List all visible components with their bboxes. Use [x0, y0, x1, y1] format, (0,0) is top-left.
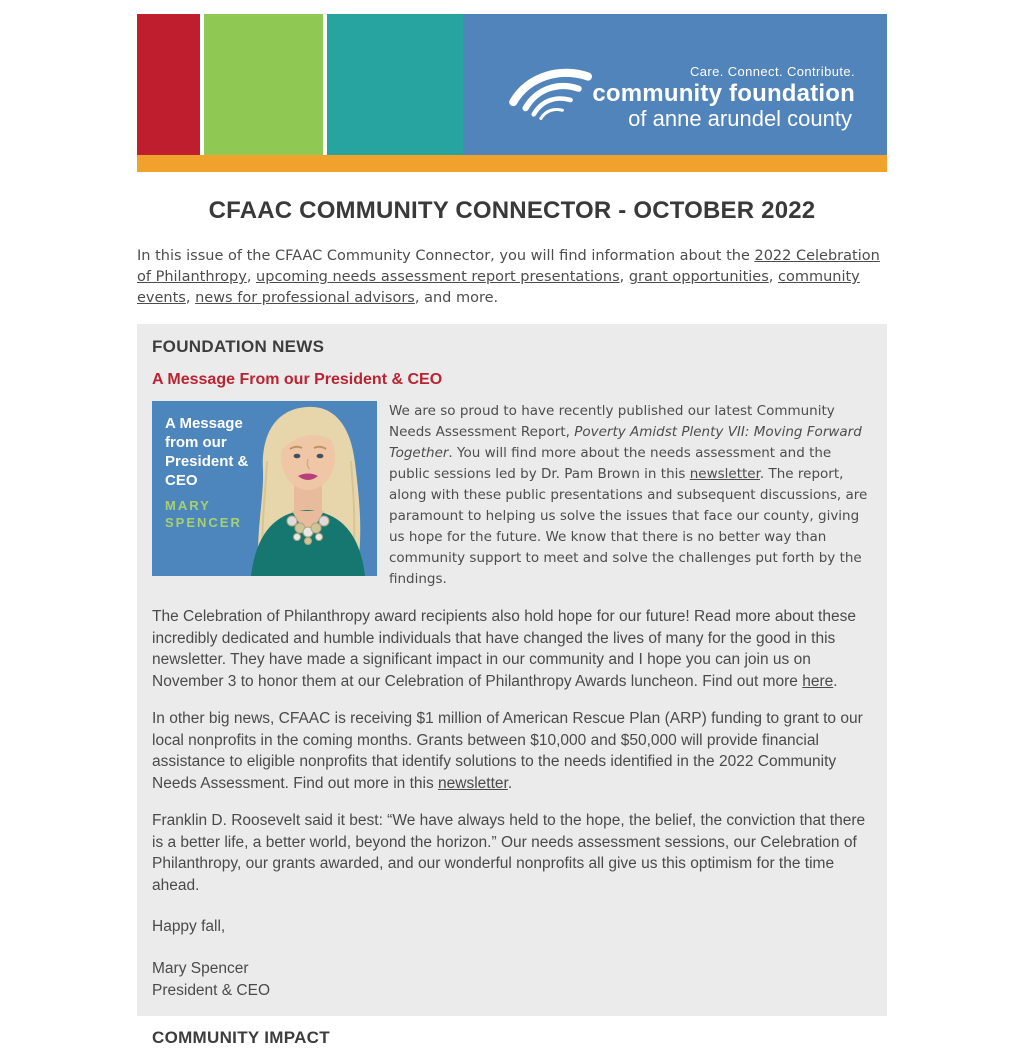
inline-link[interactable]: 2022 Celebration of Philanthropy — [137, 248, 880, 285]
signature — [152, 958, 872, 1001]
cfaac-logo — [500, 64, 855, 132]
lead-paragraph: We are so proud to have recently published our latest Community Needs Assessment Report, Poverty Amidst Plenty VII: Moving Forward Together. You will find more about the needs assessment and the public sessions led by Dr. Pam Brown in this newsletter. The report, along with these public presentations and subsequent discussions, are paramount to helping us solve the issues that face our county, giving us hope for the future. We know that there is no better way than community support to meet and solve the challenges put forth by the findings. — [389, 403, 868, 587]
image-card-name: MARY SPENCER — [165, 498, 242, 530]
mary-spencer-portrait — [237, 401, 377, 576]
banner-orange-bar — [137, 155, 887, 172]
banner-block-green — [204, 14, 323, 155]
logo-tagline: Care. Connect. Contribute. — [689, 64, 855, 79]
body-paragraph: In other big news, CFAAC is receiving $1 million of American Rescue Plan (ARP) funding to grant to our local nonprofits in the coming months. Grants between $10,000 and $50,000 will provide financial assistance to eligible nonprofits that identify solutions to the needs identified in the 2022 Community Needs Assessment. Find out more in this newsletter. — [152, 710, 863, 792]
header-banner — [137, 14, 887, 172]
inline-link[interactable]: newsletter — [438, 774, 508, 792]
italic-text: Poverty Amidst Plenty VII: Moving Forward Together — [389, 424, 862, 461]
logo-org-name: community foundation — [592, 80, 855, 107]
banner-block-red — [137, 14, 200, 155]
banner-color-blocks — [137, 14, 887, 155]
article-title-ceo-message: A Message From our President & CEO — [152, 371, 443, 388]
banner-block-teal — [327, 14, 463, 155]
newsletter-title: CFAAC COMMUNITY CONNECTOR - OCTOBER 2022 — [208, 197, 816, 224]
body-paragraph: The Celebration of Philanthropy award recipients also hold hope for our future! Read more about these incredibly dedicated and humble individuals that have changed the lives of many for the good in this newsletter. They have made a significant impact in our community and I hope you can join us on November 3 to honor them at our Celebration of Philanthropy Awards luncheon. Find out more here. — [152, 608, 856, 690]
inline-link[interactable]: community events — [137, 269, 860, 306]
intro-paragraph: In this issue of the CFAAC Community Connector, you will find information about the 2022 Celebration of Philanthropy, upcoming needs assessment report presentations, grant opportunities, community events, news for professional advisors, and more. — [137, 248, 880, 306]
swoosh-icon — [500, 66, 592, 132]
signoff: Happy fall, — [152, 918, 226, 935]
body-paragraph: Franklin D. Roosevelt said it best: “We have always held to the hope, the belief, the conviction that there is a better life, a better world, beyond the horizon.” Our needs assessment sessions, our Celebration of Philanthropy, our grants awarded, and our wonderful nonprofits all give us this optimism for the time ahead. — [152, 812, 866, 894]
inline-link[interactable]: upcoming needs assessment report presentations — [256, 269, 620, 285]
section-title-foundation-news: FOUNDATION NEWS — [152, 337, 325, 356]
community-impact-section — [137, 1028, 887, 1048]
inline-link[interactable]: grant opportunities — [628, 269, 769, 285]
image-card-heading: A Message from our President & CEO — [165, 415, 249, 489]
signature-name: Mary Spencer — [152, 960, 249, 977]
logo-org-subname: of anne arundel county — [628, 106, 852, 131]
foundation-news-section — [137, 324, 887, 1016]
inline-link[interactable]: news for professional advisors — [195, 290, 415, 306]
ceo-message-image[interactable] — [152, 401, 377, 576]
inline-link[interactable]: newsletter — [689, 466, 760, 482]
inline-link[interactable]: here — [802, 672, 834, 690]
banner-block-blue — [463, 14, 887, 155]
section-title-community-impact: COMMUNITY IMPACT — [152, 1028, 330, 1047]
signature-title: President & CEO — [152, 981, 271, 999]
